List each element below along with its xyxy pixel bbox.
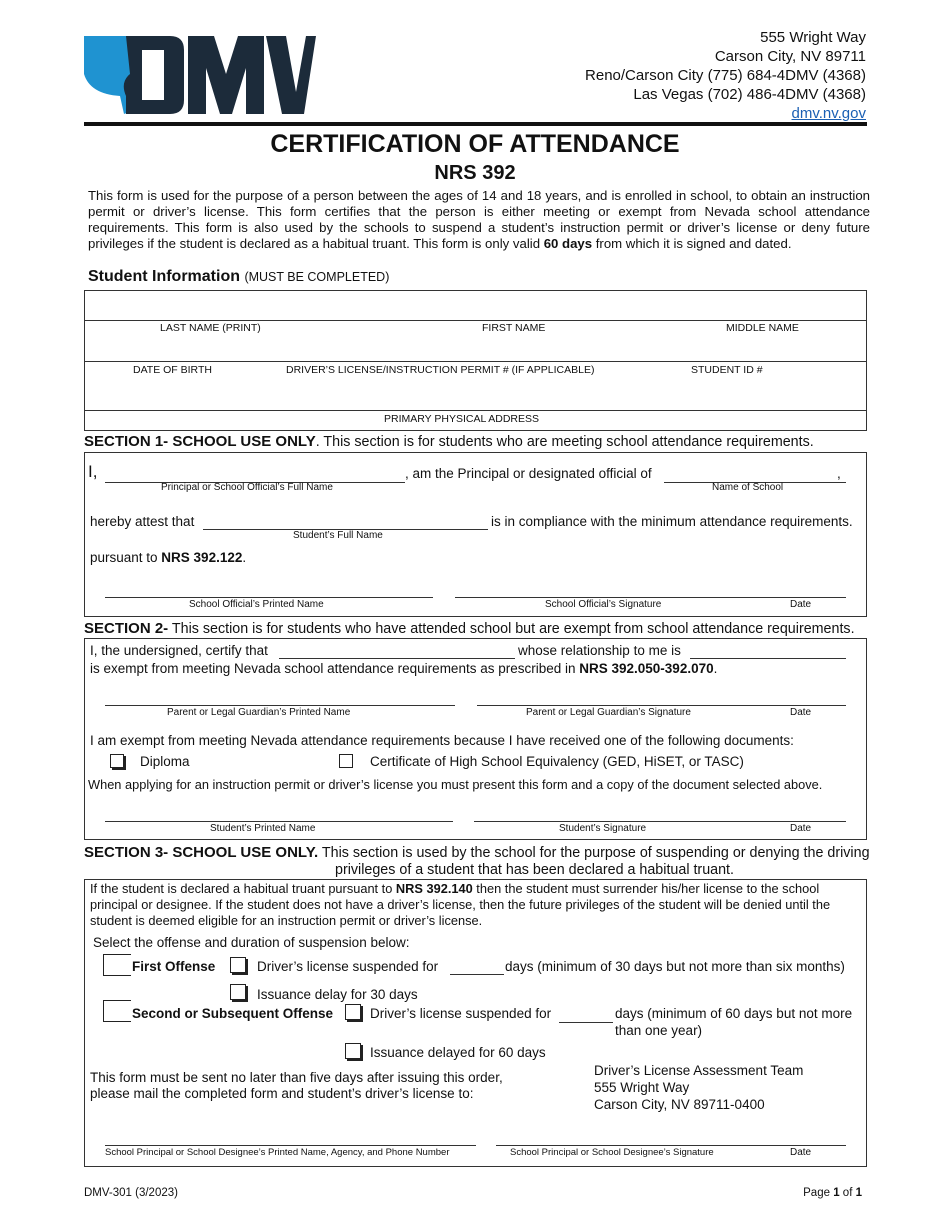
- section1-title: SECTION 1- SCHOOL USE ONLY: [84, 433, 316, 450]
- section2-title: SECTION 2-: [84, 620, 169, 637]
- second-days-text: days (minimum of 60 days but not more: [615, 1006, 853, 1021]
- first-days-line[interactable]: [450, 974, 504, 975]
- second-suspend-checkbox[interactable]: [345, 1004, 361, 1020]
- equivalency-label: Certificate of High School Equivalency (GED, HiSET, or TASC): [370, 754, 744, 769]
- middle-name-label: MIDDLE NAME: [726, 322, 799, 334]
- official-printed-name-line[interactable]: [105, 597, 433, 598]
- section3-title: SECTION 3- SCHOOL USE ONLY.: [84, 844, 319, 861]
- date-label: Date: [790, 599, 812, 610]
- section1-i: I,: [88, 462, 98, 481]
- designee-name-line[interactable]: [105, 1145, 476, 1146]
- attest-text: hereby attest that: [90, 514, 195, 529]
- guardian-name-line[interactable]: [105, 705, 455, 706]
- guardian-signature-label: Parent or Legal Guardian’s Signature: [526, 707, 691, 718]
- truant-text-end: then the student must surrender his/her license to the school principal or designee. If the student does not have a driver’s license, then the future privileges of the student will be denied until the student is deemed eligible for an instruction permit or driver’s license.: [90, 881, 831, 928]
- official-signature-line[interactable]: [455, 597, 846, 598]
- issuance-30-checkbox[interactable]: [230, 984, 246, 1000]
- diploma-checkbox[interactable]: [110, 754, 124, 768]
- official-signature-label: School Official’s Signature: [545, 599, 662, 610]
- intro-text: This form is used for the purpose of a person between the ages of 14 and 18 years, and is enrolled in school, to obtain an instruction permit or driver’s license. This form certifies that the person is either meeting or exempt from Nevada school attendance requirements. This form is also used by the schools to suspend a student’s instruction permit or driver’s license or deny future privileges if the student is declared as a habitual truant. This form is only valid: [88, 188, 870, 251]
- certify-text: I, the undersigned, certify that: [90, 643, 268, 658]
- row-divider: [84, 410, 867, 411]
- dmv-logo: [84, 34, 316, 116]
- designee-name-label: School Principal or School Designee’s Printed Name, Agency, and Phone Number: [105, 1147, 450, 1158]
- student-printed-name-line[interactable]: [105, 821, 453, 822]
- phone-las-vegas: Las Vegas (702) 486-4DMV (4368): [633, 86, 866, 103]
- student-signature-line[interactable]: [474, 821, 846, 822]
- section2-desc: This section is for students who have attended school but are exempt from school attendance requirements.: [168, 621, 855, 637]
- mail-line-2: 555 Wright Way: [594, 1080, 690, 1095]
- pursuant-prefix: pursuant to: [90, 550, 162, 565]
- compliance-text: is in compliance with the minimum attendance requirements.: [491, 514, 853, 529]
- intro-paragraph: [88, 188, 870, 252]
- student-signature-label: Student’s Signature: [559, 823, 647, 834]
- pursuant-statute: NRS 392.122: [161, 550, 243, 565]
- section1-heading: [84, 433, 814, 450]
- second-days-text-2: than one year): [615, 1023, 703, 1038]
- section1-desc: . This section is for students who are meeting school attendance requirements.: [315, 434, 814, 450]
- diploma-label: Diploma: [140, 754, 190, 769]
- issuance-60-checkbox[interactable]: [345, 1043, 361, 1059]
- student-info-note: (MUST BE COMPLETED): [244, 270, 390, 284]
- first-suspend-checkbox[interactable]: [230, 957, 246, 973]
- phone-reno: Reno/Carson City (775) 684-4DMV (4368): [585, 67, 866, 84]
- date-label: Date: [790, 707, 812, 718]
- guardian-signature-line[interactable]: [477, 705, 846, 706]
- row-divider: [84, 361, 867, 362]
- section2-heading: [84, 620, 855, 637]
- second-days-line[interactable]: [559, 1022, 613, 1023]
- page-number: [803, 1187, 862, 1199]
- page-of: of: [839, 1187, 856, 1199]
- page-word: Page: [803, 1187, 834, 1199]
- send-text-1: This form must be sent no later than five days after issuing this order,: [90, 1070, 503, 1085]
- applying-text: When applying for an instruction permit or driver’s license you must present this form and a copy of the document selected above.: [88, 777, 823, 792]
- student-full-name-label: Student’s Full Name: [293, 530, 383, 541]
- dmv-logo-graphic: [84, 34, 316, 116]
- first-offense-box[interactable]: [103, 954, 131, 976]
- principal-name-label: Principal or School Official’s Full Name: [161, 482, 333, 493]
- section3-desc: This section is used by the school for the purpose of suspending or denying the driving: [318, 845, 870, 861]
- address-label: PRIMARY PHYSICAL ADDRESS: [384, 413, 540, 425]
- truant-statute: NRS 392.140: [395, 881, 473, 896]
- guardian-name-label: Parent or Legal Guardian’s Printed Name: [167, 707, 351, 718]
- mail-address: [594, 1062, 803, 1113]
- address-line-2: Carson City, NV 89711: [714, 48, 866, 65]
- pursuant-text: [90, 550, 246, 565]
- student-info-heading: [88, 268, 389, 286]
- principal-text: , am the Principal or designated official of: [405, 466, 652, 481]
- official-printed-name-label: School Official’s Printed Name: [189, 599, 324, 610]
- school-name-label: Name of School: [712, 482, 784, 493]
- first-name-label: FIRST NAME: [482, 322, 546, 334]
- form-subtitle: NRS 392: [434, 162, 516, 184]
- designee-signature-label: School Principal or School Designee’s Signature: [510, 1147, 714, 1158]
- second-offense-box[interactable]: [103, 1000, 131, 1022]
- exempt-text: [90, 661, 717, 676]
- row-divider: [84, 320, 867, 321]
- exempt-prefix: is exempt from meeting Nevada school attendance requirements as prescribed in: [90, 661, 580, 676]
- exempt-statute: NRS 392.050-392.070: [579, 661, 714, 676]
- contact-block: [585, 28, 866, 123]
- equivalency-checkbox[interactable]: [339, 754, 353, 768]
- relationship-text: whose relationship to me is: [518, 643, 681, 658]
- second-suspend-label: Driver’s license suspended for: [370, 1006, 552, 1021]
- truant-text: If the student is declared a habitual truant pursuant to: [90, 881, 396, 896]
- date-label: Date: [790, 1147, 812, 1158]
- student-id-label: STUDENT ID #: [691, 364, 763, 376]
- first-suspend-label: Driver’s license suspended for: [257, 959, 439, 974]
- send-text-2: please mail the completed form and student’s driver’s license to:: [90, 1086, 474, 1101]
- mail-line-3: Carson City, NV 89711-0400: [594, 1097, 765, 1112]
- designee-signature-line[interactable]: [496, 1145, 846, 1146]
- issuance-30-label: Issuance delay for 30 days: [257, 987, 418, 1002]
- form-id: DMV-301 (3/2023): [84, 1187, 178, 1199]
- first-offense-label: First Offense: [132, 959, 216, 974]
- page-current: 1: [833, 1187, 840, 1199]
- certify-student-line[interactable]: [279, 658, 515, 659]
- date-label: Date: [790, 823, 812, 834]
- dob-label: DATE OF BIRTH: [133, 364, 212, 376]
- issuance-60-label: Issuance delayed for 60 days: [370, 1045, 546, 1060]
- page-total: 1: [855, 1187, 862, 1199]
- relationship-line[interactable]: [690, 658, 846, 659]
- intro-bold: 60 days: [543, 236, 593, 251]
- section3-heading: [84, 844, 870, 861]
- intro-text-end: from which it is signed and dated.: [592, 236, 792, 251]
- truant-paragraph: [90, 881, 858, 929]
- address-line-1: 555 Wright Way: [760, 29, 866, 46]
- second-offense-label: Second or Subsequent Offense: [132, 1006, 334, 1021]
- website-link[interactable]: dmv.nv.gov: [791, 105, 866, 122]
- exempt-end: .: [713, 661, 718, 676]
- documents-text: I am exempt from meeting Nevada attendance requirements because I have received one of the following documents:: [90, 733, 794, 748]
- student-info-title: Student Information: [88, 268, 240, 285]
- last-name-label: LAST NAME (PRINT): [160, 322, 261, 334]
- first-days-text: days (minimum of 30 days but not more than six months): [505, 959, 845, 974]
- pursuant-end: .: [242, 550, 247, 565]
- select-offense-text: Select the offense and duration of suspension below:: [93, 935, 410, 950]
- form-title: CERTIFICATION OF ATTENDANCE: [270, 130, 680, 158]
- student-printed-name-label: Student’s Printed Name: [210, 823, 316, 834]
- mail-line-1: Driver’s License Assessment Team: [594, 1063, 804, 1078]
- section1-comma: ,: [837, 466, 841, 481]
- section3-desc-line2: privileges of a student that has been declared a habitual truant.: [335, 862, 734, 878]
- header-rule: [84, 122, 867, 126]
- license-label: DRIVER’S LICENSE/INSTRUCTION PERMIT # (IF APPLICABLE): [286, 364, 595, 376]
